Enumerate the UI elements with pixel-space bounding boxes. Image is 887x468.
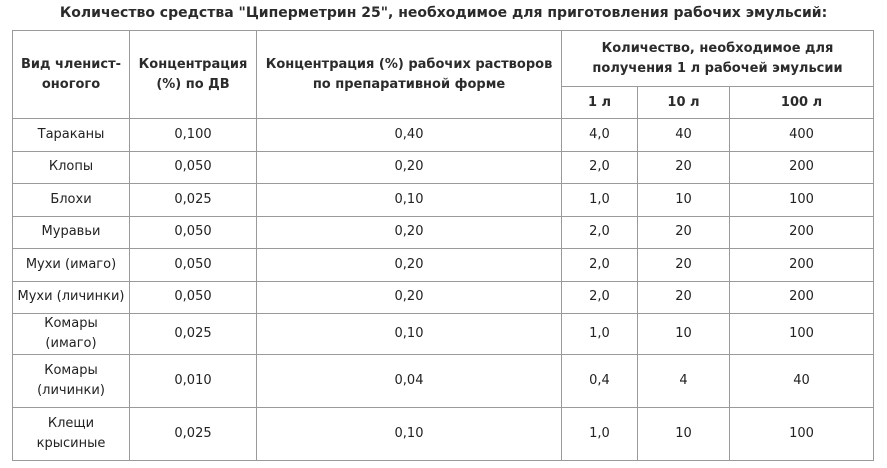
header-conc-dv: Концентрация (%) по ДВ: [130, 31, 257, 119]
cell-species: Тараканы: [13, 119, 130, 152]
cell-q10: 10: [638, 184, 730, 217]
cell-conc-dv: 0,010: [130, 355, 257, 408]
cell-q100: 40: [730, 355, 874, 408]
cell-q10: 20: [638, 249, 730, 282]
cell-conc-working: 0,20: [257, 249, 562, 282]
cell-q1: 4,0: [562, 119, 638, 152]
cell-species: Комары (личинки): [13, 355, 130, 408]
table-row: [13, 314, 874, 355]
cell-q1: 1,0: [562, 184, 638, 217]
cell-conc-working: 0,40: [257, 119, 562, 152]
emulsion-table: [12, 30, 874, 461]
header-row: [13, 31, 874, 87]
table-row: [13, 281, 874, 314]
cell-q1: 2,0: [562, 249, 638, 282]
cell-q10: 20: [638, 281, 730, 314]
header-species: Вид членист-оногого: [13, 31, 130, 119]
cell-species: Мухи (личинки): [13, 281, 130, 314]
cell-q1: 2,0: [562, 216, 638, 249]
cell-q100: 100: [730, 314, 874, 355]
cell-q10: 20: [638, 151, 730, 184]
table-row: [13, 151, 874, 184]
cell-q100: 100: [730, 184, 874, 217]
cell-conc-dv: 0,050: [130, 216, 257, 249]
cell-q10: 4: [638, 355, 730, 408]
table-row: [13, 249, 874, 282]
cell-conc-working: 0,20: [257, 216, 562, 249]
cell-species: Блохи: [13, 184, 130, 217]
cell-species: Клопы: [13, 151, 130, 184]
cell-species: Муравьи: [13, 216, 130, 249]
cell-conc-working: 0,10: [257, 184, 562, 217]
cell-conc-dv: 0,050: [130, 249, 257, 282]
cell-q1: 0,4: [562, 355, 638, 408]
table-row: [13, 216, 874, 249]
cell-conc-dv: 0,025: [130, 408, 257, 461]
cell-q100: 400: [730, 119, 874, 152]
table-row: [13, 408, 874, 461]
header-100l: 100 л: [730, 87, 874, 119]
cell-q10: 10: [638, 408, 730, 461]
cell-conc-working: 0,10: [257, 408, 562, 461]
cell-q100: 100: [730, 408, 874, 461]
cell-q1: 2,0: [562, 151, 638, 184]
cell-conc-dv: 0,050: [130, 151, 257, 184]
header-conc-working: Концентрация (%) рабочих растворов по препаративной форме: [257, 31, 562, 119]
cell-q1: 1,0: [562, 314, 638, 355]
cell-q100: 200: [730, 281, 874, 314]
cell-conc-dv: 0,100: [130, 119, 257, 152]
table-row: [13, 355, 874, 408]
cell-conc-working: 0,20: [257, 151, 562, 184]
cell-q1: 2,0: [562, 281, 638, 314]
cell-q10: 20: [638, 216, 730, 249]
cell-q100: 200: [730, 249, 874, 282]
cell-conc-dv: 0,025: [130, 314, 257, 355]
cell-conc-dv: 0,050: [130, 281, 257, 314]
cell-q100: 200: [730, 151, 874, 184]
header-1l: 1 л: [562, 87, 638, 119]
cell-conc-working: 0,10: [257, 314, 562, 355]
cell-q10: 10: [638, 314, 730, 355]
cell-q1: 1,0: [562, 408, 638, 461]
header-quantity: Количество, необходимое для получения 1 л рабочей эмульсии: [562, 31, 874, 87]
cell-conc-working: 0,04: [257, 355, 562, 408]
cell-species: Комары (имаго): [13, 314, 130, 355]
cell-conc-working: 0,20: [257, 281, 562, 314]
header-10l: 10 л: [638, 87, 730, 119]
cell-species: Клещи крысиные: [13, 408, 130, 461]
cell-conc-dv: 0,025: [130, 184, 257, 217]
table-row: [13, 119, 874, 152]
table-row: [13, 184, 874, 217]
cell-q100: 200: [730, 216, 874, 249]
cell-q10: 40: [638, 119, 730, 152]
cell-species: Мухи (имаго): [13, 249, 130, 282]
table-title: Количество средства "Циперметрин 25", необходимое для приготовления рабочих эмульсий:: [59, 5, 828, 21]
